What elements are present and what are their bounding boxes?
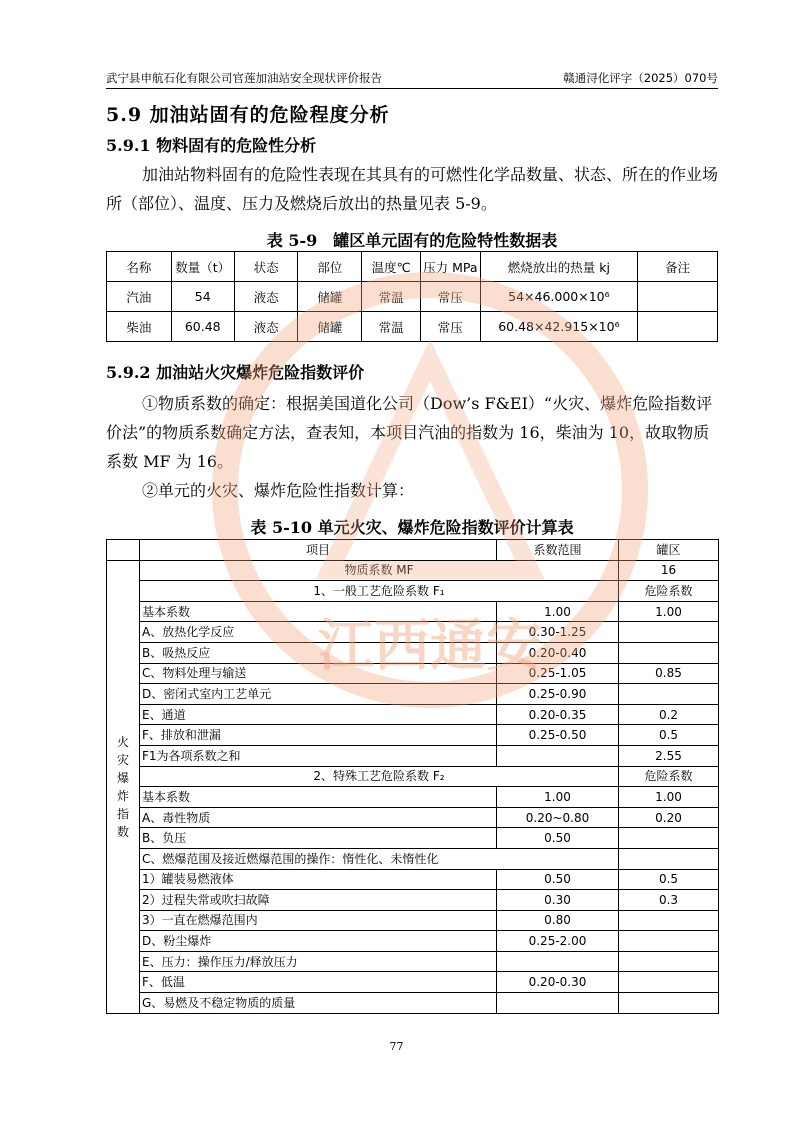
page-header bbox=[106, 70, 718, 89]
header-cell: 备注 bbox=[638, 252, 718, 282]
table-row bbox=[107, 993, 719, 1014]
table-row bbox=[107, 601, 719, 622]
value-cell: 0.5 bbox=[619, 725, 719, 746]
f1-section-title: 1、一般工艺危险系数 F₁ bbox=[140, 581, 619, 602]
table-cell: 60.48 bbox=[171, 312, 234, 342]
table-header-row bbox=[107, 540, 719, 561]
item-cell: D、密闭式室内工艺单元 bbox=[140, 684, 497, 705]
item-cell: 2）过程失常或吹扫故障 bbox=[140, 890, 497, 911]
watermark-text: 江西通安 bbox=[318, 614, 542, 679]
item-cell: B、吸热反应 bbox=[140, 642, 497, 663]
value-cell: 0.85 bbox=[619, 663, 719, 684]
side-char: 爆 bbox=[116, 770, 129, 785]
value-cell: 2.55 bbox=[619, 745, 719, 766]
header-cell: 压力 MPa bbox=[421, 252, 480, 282]
side-char: 灾 bbox=[116, 752, 129, 767]
table-cell bbox=[638, 312, 718, 342]
table-row bbox=[107, 869, 719, 890]
table-cell: 常压 bbox=[421, 312, 480, 342]
side-char: 数 bbox=[116, 824, 129, 839]
table-row bbox=[107, 704, 719, 725]
value-cell bbox=[619, 684, 719, 705]
f2-section-title: 2、特殊工艺危险系数 F₂ bbox=[140, 766, 619, 787]
range-cell bbox=[497, 745, 619, 766]
range-cell: 0.50 bbox=[497, 869, 619, 890]
table-row bbox=[107, 910, 719, 931]
table-cell: 常温 bbox=[362, 282, 421, 312]
table-row bbox=[107, 890, 719, 911]
value-cell bbox=[619, 848, 719, 869]
header-cell: 状态 bbox=[234, 252, 298, 282]
value-cell bbox=[619, 972, 719, 993]
table-cell: 液态 bbox=[234, 282, 298, 312]
table-row bbox=[107, 560, 719, 581]
table-row bbox=[107, 642, 719, 663]
table-5-9-caption: 表 5-9 罐区单元固有的危险特性数据表 bbox=[266, 231, 558, 250]
table-row bbox=[107, 807, 719, 828]
value-cell bbox=[619, 910, 719, 931]
item-cell: 1）罐装易燃液体 bbox=[140, 869, 497, 890]
f2-column-title: 危险系数 bbox=[619, 766, 719, 787]
table-row bbox=[107, 972, 719, 993]
table-5-10 bbox=[106, 539, 719, 1014]
fire-explosion-index-label bbox=[107, 560, 140, 1013]
item-cell: G、易燃及不稳定物质的质量 bbox=[140, 993, 497, 1014]
item-cell: E、压力：操作压力/释放压力 bbox=[140, 951, 497, 972]
table-cell: 储罐 bbox=[298, 312, 362, 342]
table-cell: 60.48×42.915×10⁶ bbox=[480, 312, 638, 342]
header-cell: 罐区 bbox=[619, 540, 719, 561]
table-cell: 常温 bbox=[362, 312, 421, 342]
range-cell: 0.20-0.30 bbox=[497, 972, 619, 993]
value-cell bbox=[619, 828, 719, 849]
range-cell: 0.30 bbox=[497, 890, 619, 911]
material-factor-value: 16 bbox=[619, 560, 719, 581]
header-report-title: 武宁县申航石化有限公司官莲加油站安全现状评价报告 bbox=[106, 71, 382, 85]
table-cell: 柴油 bbox=[107, 312, 172, 342]
range-cell: 0.25-0.50 bbox=[497, 725, 619, 746]
table-row bbox=[107, 787, 719, 808]
subsection-title-592: 5.9.2 加油站火灾爆炸危险指数评价 bbox=[106, 363, 365, 382]
item-cell: C、燃爆范围及接近燃爆范围的操作：惰性化、未惰性化 bbox=[140, 848, 619, 869]
value-cell: 0.2 bbox=[619, 704, 719, 725]
table-row bbox=[107, 848, 719, 869]
header-cell: 名称 bbox=[107, 252, 172, 282]
value-cell: 0.3 bbox=[619, 890, 719, 911]
range-cell bbox=[497, 993, 619, 1014]
item-cell: E、通道 bbox=[140, 704, 497, 725]
table-cell: 54×46.000×10⁶ bbox=[480, 282, 638, 312]
value-cell: 0.5 bbox=[619, 869, 719, 890]
paragraph-material-hazard bbox=[106, 160, 718, 218]
header-report-code: 赣通浔化评字（2025）070号 bbox=[563, 71, 718, 85]
paragraph-text: ②单元的火灾、爆炸危险性指数计算： bbox=[142, 481, 415, 500]
item-cell: 3）一直在燃爆范围内 bbox=[140, 910, 497, 931]
table-cell: 54 bbox=[171, 282, 234, 312]
item-cell: A、毒性物质 bbox=[140, 807, 497, 828]
header-cell: 部位 bbox=[298, 252, 362, 282]
item-cell: 基本系数 bbox=[140, 787, 497, 808]
range-cell: 0.50 bbox=[497, 828, 619, 849]
table-row bbox=[107, 663, 719, 684]
item-cell: C、物料处理与输送 bbox=[140, 663, 497, 684]
paragraph-text: 加油站物料固有的危险性表现在其具有的可燃性化学品数量、状态、所在的作业场所（部位）、温度、压力及燃烧后放出的热量见表 5-9。 bbox=[106, 165, 719, 213]
f1-column-title: 危险系数 bbox=[619, 581, 719, 602]
value-cell bbox=[619, 642, 719, 663]
item-cell: F、排放和泄漏 bbox=[140, 725, 497, 746]
table-row bbox=[107, 622, 719, 643]
table-row bbox=[107, 581, 719, 602]
section-title: 5.9 加油站固有的危险程度分析 bbox=[106, 104, 390, 126]
range-cell: 0.20~0.80 bbox=[497, 807, 619, 828]
table-cell: 常压 bbox=[421, 282, 480, 312]
corner-cell bbox=[107, 540, 140, 561]
side-char: 炸 bbox=[116, 788, 129, 803]
range-cell: 0.25-0.90 bbox=[497, 684, 619, 705]
table-row bbox=[107, 951, 719, 972]
value-cell bbox=[619, 622, 719, 643]
value-cell: 1.00 bbox=[619, 787, 719, 808]
item-cell: D、粉尘爆炸 bbox=[140, 931, 497, 952]
item-cell: 基本系数 bbox=[140, 601, 497, 622]
table-cell: 储罐 bbox=[298, 282, 362, 312]
value-cell: 0.20 bbox=[619, 807, 719, 828]
page-number: 77 bbox=[389, 1040, 404, 1053]
paragraph-text: ①物质系数的确定：根据美国道化公司（Dow’s F&EI）“火灾、爆炸危险指数评价法”的物质系数确定方法，查表知，本项目汽油的指数为 16，柴油为 10，故取物质系数 MF 为 16。 bbox=[106, 394, 713, 471]
range-cell bbox=[497, 951, 619, 972]
table-row bbox=[107, 745, 719, 766]
table-cell: 汽油 bbox=[107, 282, 172, 312]
range-cell: 0.25-2.00 bbox=[497, 931, 619, 952]
item-cell: F、低温 bbox=[140, 972, 497, 993]
side-char: 指 bbox=[116, 806, 129, 821]
range-cell: 0.20-0.40 bbox=[497, 642, 619, 663]
header-cell: 数量（t） bbox=[171, 252, 234, 282]
subsection-title-591: 5.9.1 物料固有的危险性分析 bbox=[106, 136, 317, 155]
table-row bbox=[107, 828, 719, 849]
paragraph-material-factor bbox=[106, 389, 718, 505]
table-5-9 bbox=[106, 251, 718, 342]
table-row bbox=[107, 282, 718, 312]
table-row bbox=[107, 931, 719, 952]
table-5-10-caption: 表 5-10 单元火灾、爆炸危险指数评价计算表 bbox=[250, 518, 574, 537]
table-row bbox=[107, 312, 718, 342]
range-cell: 1.00 bbox=[497, 601, 619, 622]
range-cell: 0.20-0.35 bbox=[497, 704, 619, 725]
side-char: 火 bbox=[116, 734, 129, 749]
range-cell: 0.80 bbox=[497, 910, 619, 931]
range-cell: 0.25-1.05 bbox=[497, 663, 619, 684]
value-cell bbox=[619, 993, 719, 1014]
header-cell: 温度℃ bbox=[362, 252, 421, 282]
range-cell: 0.30-1.25 bbox=[497, 622, 619, 643]
table-header-row bbox=[107, 252, 718, 282]
value-cell bbox=[619, 951, 719, 972]
item-cell: F1为各项系数之和 bbox=[140, 745, 497, 766]
range-cell: 1.00 bbox=[497, 787, 619, 808]
item-cell: A、放热化学反应 bbox=[140, 622, 497, 643]
value-cell bbox=[619, 931, 719, 952]
value-cell: 1.00 bbox=[619, 601, 719, 622]
table-cell: 液态 bbox=[234, 312, 298, 342]
table-cell bbox=[638, 282, 718, 312]
item-cell: B、负压 bbox=[140, 828, 497, 849]
header-cell: 燃烧放出的热量 kj bbox=[480, 252, 638, 282]
material-factor-label: 物质系数 MF bbox=[140, 560, 619, 581]
header-cell: 项目 bbox=[140, 540, 497, 561]
table-row bbox=[107, 684, 719, 705]
header-cell: 系数范围 bbox=[497, 540, 619, 561]
table-row bbox=[107, 766, 719, 787]
table-row bbox=[107, 725, 719, 746]
